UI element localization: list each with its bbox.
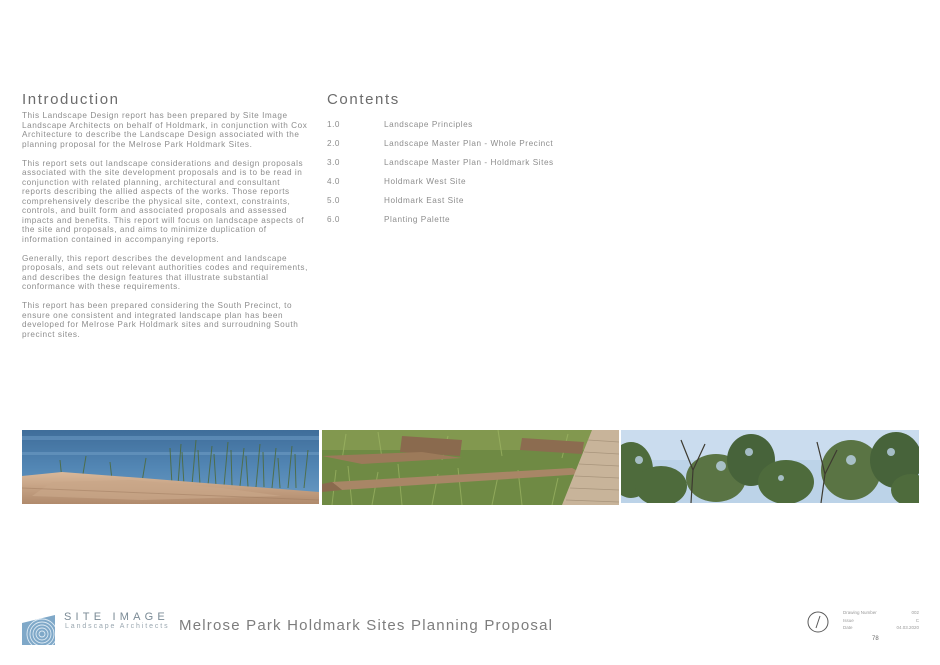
toc-number: 3.0: [327, 158, 341, 167]
toc-item: [327, 177, 627, 196]
contents-heading: Contents: [327, 91, 400, 108]
toc-number: 2.0: [327, 139, 341, 148]
introduction-section: [22, 91, 312, 349]
toc-number: 5.0: [327, 196, 341, 205]
meta-row: [843, 624, 919, 632]
document-title: Melrose Park Holdmark Sites Planning Proposal: [179, 617, 554, 634]
toc-item: [327, 139, 627, 158]
toc-number: 6.0: [327, 215, 341, 224]
photo-strip: [22, 430, 919, 505]
toc-number: 4.0: [327, 177, 341, 186]
waterside-rocks-photo: [22, 430, 319, 504]
meta-value: 04.03.2020: [896, 625, 919, 630]
toc-item: [327, 120, 627, 139]
intro-paragraph: This report sets out landscape considerations and design proposals associated with the site development proposals and is to be read in conjunction with related planning, architectural and consultant reports describing the allied aspects of the works. Those reports comprehensively describe the physical site, context, constraints, controls, and built form and associated proposals and assessed impacts and benefits. This report will focus on landscape aspects of the site and proposals, and aims to minimize duplication of information contained in accompanying reports.: [22, 158, 305, 244]
toc-title: Landscape Master Plan - Holdmark Sites: [384, 158, 554, 167]
page-number: 78: [872, 636, 879, 642]
logo-name: SITE IMAGE: [64, 611, 169, 623]
meta-value: C: [915, 617, 919, 623]
meta-label: Drawing Number: [843, 610, 877, 615]
contents-section: [327, 91, 627, 234]
meta-label: Date: [843, 625, 853, 630]
logo-subtitle: Landscape Architects: [65, 623, 170, 630]
meta-row: [843, 609, 919, 617]
toc-item: [327, 158, 627, 177]
site-image-logo: [22, 615, 55, 645]
toc-title: Landscape Principles: [384, 120, 473, 129]
footer: [0, 600, 940, 665]
intro-paragraph: Generally, this report describes the development and landscape proposals, and sets out relevant authorities codes and requirements, and describes the design features that illustrate substantial conformance with these requirements.: [22, 253, 308, 291]
drawing-metadata: [843, 609, 919, 632]
intro-paragraph: This Landscape Design report has been prepared by Site Image Landscape Architects on behalf of Holdmark, in conjunction with Cox Architecture to describe the Landscape Design associated with the planning proposal for the Melrose Park Holdmark Sites.: [22, 111, 308, 149]
meta-label: Issue: [843, 617, 854, 623]
toc-item: [327, 196, 627, 215]
toc-title: Holdmark West Site: [384, 177, 467, 186]
meta-value: 002: [911, 610, 919, 615]
north-arrow-icon: [807, 611, 829, 633]
toc-title: Planting Palette: [384, 215, 451, 224]
toc-item: [327, 215, 627, 234]
tree-canopy-photo: [621, 430, 919, 503]
toc-title: Landscape Master Plan - Whole Precinct: [384, 139, 554, 148]
introduction-heading: Introduction: [22, 91, 120, 108]
grass-boardwalk-photo: [322, 430, 619, 505]
meta-row: [843, 617, 919, 625]
toc-title: Holdmark East Site: [384, 196, 464, 205]
intro-paragraph: This report has been prepared considering the South Precinct, to ensure one consistent and integrated landscape plan has been developed for Melrose Park Holdmark sites and surroudning South precinct sites.: [22, 301, 299, 339]
toc-number: 1.0: [327, 120, 341, 129]
